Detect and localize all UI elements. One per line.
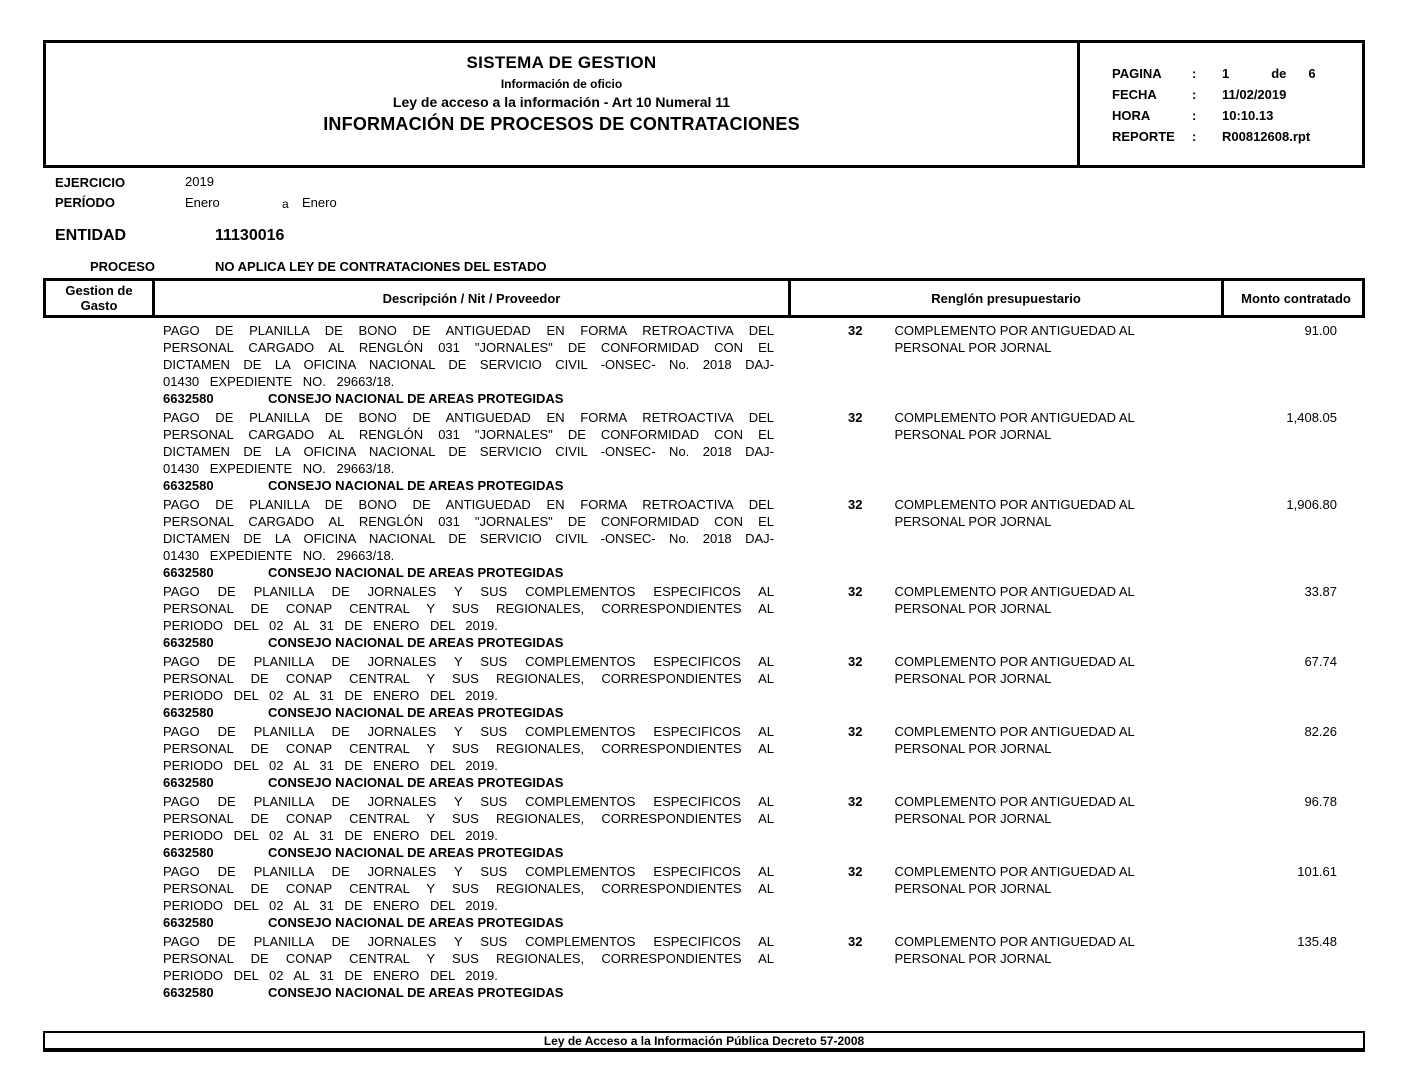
- footer-text: Ley de Acceso a la Información Pública Decreto 57-2008: [543, 1033, 865, 1048]
- renglon-codigo: 32: [848, 794, 863, 809]
- proveedor-name: CONSEJO NACIONAL DE AREAS PROTEGIDAS: [268, 565, 564, 580]
- pagina-de: de: [1271, 66, 1287, 81]
- cell-gestion-gasto: [43, 653, 152, 721]
- cell-monto-contratado: 1,906.80: [1286, 497, 1337, 512]
- cell-gestion-gasto: [43, 863, 152, 931]
- ejercicio-value: 2019: [185, 174, 214, 189]
- nit-value: 6632580: [163, 391, 214, 406]
- hora-value: 10:10.13: [1222, 108, 1274, 123]
- report-title-area: [46, 43, 1077, 165]
- cell-renglon: [788, 793, 1221, 861]
- nit-value: 6632580: [163, 705, 214, 720]
- cell-renglon: [788, 723, 1221, 791]
- fecha-label: FECHA: [1112, 87, 1157, 102]
- renglon-codigo: 32: [848, 654, 863, 669]
- table-row: [43, 322, 1365, 407]
- cell-monto-contratado: 82.26: [1304, 724, 1337, 739]
- cell-monto-contratado: 33.87: [1304, 584, 1337, 599]
- cell-descripcion: [152, 933, 788, 1001]
- cell-renglon: [788, 653, 1221, 721]
- renglon-codigo: 32: [848, 934, 863, 949]
- nit-proveedor-line: [163, 477, 774, 494]
- fecha-colon: :: [1192, 87, 1197, 102]
- table-row: [43, 583, 1365, 651]
- periodo-from: Enero: [185, 195, 220, 210]
- cell-descripcion: [152, 723, 788, 791]
- cell-descripcion: [152, 583, 788, 651]
- renglon-nombre: COMPLEMENTO POR ANTIGUEDAD AL PERSONAL POR JORNAL: [894, 864, 1135, 896]
- renglon-nombre: COMPLEMENTO POR ANTIGUEDAD AL PERSONAL POR JORNAL: [894, 410, 1135, 442]
- proveedor-name: CONSEJO NACIONAL DE AREAS PROTEGIDAS: [268, 391, 564, 406]
- periodo-a: a: [282, 197, 289, 211]
- report-subtitle-info-oficio: Información de oficio: [500, 77, 623, 91]
- proveedor-name: CONSEJO NACIONAL DE AREAS PROTEGIDAS: [268, 478, 564, 493]
- table-body: [43, 318, 1365, 1001]
- proceso-label: PROCESO: [90, 259, 156, 274]
- table-row: [43, 793, 1365, 861]
- cell-renglon: [788, 583, 1221, 651]
- cell-monto-contratado: 1,408.05: [1286, 410, 1337, 425]
- nit-value: 6632580: [163, 635, 214, 650]
- report-title: SISTEMA DE GESTION: [466, 53, 657, 72]
- nit-value: 6632580: [163, 565, 214, 580]
- cell-renglon: [788, 322, 1221, 407]
- column-header-monto: Monto contratado: [1241, 290, 1351, 306]
- hora-label: HORA: [1112, 108, 1151, 123]
- renglon-codigo: 32: [848, 323, 863, 338]
- proveedor-name: CONSEJO NACIONAL DE AREAS PROTEGIDAS: [268, 845, 564, 860]
- nit-proveedor-line: [163, 704, 774, 721]
- nit-value: 6632580: [163, 845, 214, 860]
- column-header-gestion: Gestion de Gasto: [46, 281, 155, 315]
- cell-renglon: [788, 496, 1221, 581]
- descripcion-text: PAGO DE PLANILLA DE JORNALES Y SUS COMPLEMENTOS ESPECIFICOS AL PERSONAL DE CONAP CENTRAL Y SUS REGIONALES, CORRESPONDIENTES AL PERIODO DEL 02 AL 31 DE ENERO DEL 2019.: [163, 934, 774, 983]
- nit-proveedor-line: [163, 634, 774, 651]
- descripcion-text: PAGO DE PLANILLA DE JORNALES Y SUS COMPLEMENTOS ESPECIFICOS AL PERSONAL DE CONAP CENTRAL Y SUS REGIONALES, CORRESPONDIENTES AL PERIODO DEL 02 AL 31 DE ENERO DEL 2019.: [163, 794, 774, 843]
- pagina-label: PAGINA: [1112, 66, 1162, 81]
- cell-renglon: [788, 863, 1221, 931]
- cell-descripcion: [152, 653, 788, 721]
- cell-renglon: [788, 409, 1221, 494]
- ejercicio-label: EJERCICIO: [55, 175, 126, 190]
- periodo-to: Enero: [302, 195, 337, 210]
- report-subtitle-ley: Ley de acceso a la información - Art 10 Numeral 11: [392, 94, 731, 110]
- proveedor-name: CONSEJO NACIONAL DE AREAS PROTEGIDAS: [268, 775, 564, 790]
- descripcion-text: PAGO DE PLANILLA DE JORNALES Y SUS COMPLEMENTOS ESPECIFICOS AL PERSONAL DE CONAP CENTRAL Y SUS REGIONALES, CORRESPONDIENTES AL PERIODO DEL 02 AL 31 DE ENERO DEL 2019.: [163, 724, 774, 773]
- nit-proveedor-line: [163, 774, 774, 791]
- renglon-codigo: 32: [848, 584, 863, 599]
- proveedor-name: CONSEJO NACIONAL DE AREAS PROTEGIDAS: [268, 635, 564, 650]
- reporte-value: R00812608.rpt: [1222, 129, 1311, 144]
- entidad-label: ENTIDAD: [55, 227, 127, 244]
- nit-proveedor-line: [163, 844, 774, 861]
- cell-gestion-gasto: [43, 496, 152, 581]
- column-header-descripcion: Descripción / Nit / Proveedor: [155, 281, 791, 315]
- fecha-value: 11/02/2019: [1222, 87, 1287, 102]
- meta-hora-row: [1112, 105, 1362, 126]
- table-row: [43, 863, 1365, 931]
- renglon-nombre: COMPLEMENTO POR ANTIGUEDAD AL PERSONAL POR JORNAL: [894, 724, 1135, 756]
- cell-monto-contratado: 67.74: [1304, 654, 1337, 669]
- cell-renglon: [788, 933, 1221, 1001]
- column-header-renglon: Renglón presupuestario: [791, 281, 1224, 315]
- table-row: [43, 653, 1365, 721]
- entidad-value: 11130016: [215, 227, 285, 244]
- cell-gestion-gasto: [43, 933, 152, 1001]
- renglon-nombre: COMPLEMENTO POR ANTIGUEDAD AL PERSONAL POR JORNAL: [894, 497, 1135, 529]
- proveedor-name: CONSEJO NACIONAL DE AREAS PROTEGIDAS: [268, 915, 564, 930]
- pagina-value: [1222, 63, 1362, 84]
- report-meta-area: [1080, 63, 1362, 147]
- report-subtitle-procesos: INFORMACIÓN DE PROCESOS DE CONTRATACIONES: [323, 114, 800, 134]
- cell-descripcion: [152, 322, 788, 407]
- contracts-table: [43, 278, 1365, 1003]
- periodo-label: PERÍODO: [55, 195, 115, 210]
- cell-descripcion: [152, 409, 788, 494]
- renglon-nombre: COMPLEMENTO POR ANTIGUEDAD AL PERSONAL POR JORNAL: [894, 934, 1135, 966]
- nit-proveedor-line: [163, 984, 774, 1001]
- renglon-codigo: 32: [848, 864, 863, 879]
- renglon-nombre: COMPLEMENTO POR ANTIGUEDAD AL PERSONAL POR JORNAL: [894, 584, 1135, 616]
- cell-descripcion: [152, 496, 788, 581]
- cell-monto-contratado: 101.61: [1297, 864, 1337, 879]
- hora-colon: :: [1192, 108, 1197, 123]
- meta-pagina-row: [1112, 63, 1362, 84]
- table-header-row: [43, 278, 1365, 318]
- meta-reporte-row: [1112, 126, 1362, 147]
- nit-proveedor-line: [163, 914, 774, 931]
- meta-fecha-row: [1112, 84, 1362, 105]
- pagina-number: 1: [1222, 66, 1230, 81]
- descripcion-text: PAGO DE PLANILLA DE BONO DE ANTIGUEDAD EN FORMA RETROACTIVA DEL PERSONAL CARGADO AL RENGLÓN 031 "JORNALES" DE CONFORMIDAD CON EL DICTAMEN DE LA OFICINA NACIONAL DE SERVICIO CIVIL -ONSEC- No. 2018 DAJ-01430 EXPEDIENTE NO. 29663/18.: [163, 410, 774, 476]
- pagina-colon: :: [1192, 66, 1197, 81]
- nit-value: 6632580: [163, 775, 214, 790]
- descripcion-text: PAGO DE PLANILLA DE BONO DE ANTIGUEDAD EN FORMA RETROACTIVA DEL PERSONAL CARGADO AL RENGLÓN 031 "JORNALES" DE CONFORMIDAD CON EL DICTAMEN DE LA OFICINA NACIONAL DE SERVICIO CIVIL -ONSEC- No. 2018 DAJ-01430 EXPEDIENTE NO. 29663/18.: [163, 497, 774, 563]
- renglon-nombre: COMPLEMENTO POR ANTIGUEDAD AL PERSONAL POR JORNAL: [894, 794, 1135, 826]
- renglon-codigo: 32: [848, 724, 863, 739]
- nit-value: 6632580: [163, 478, 214, 493]
- cell-monto-contratado: 91.00: [1304, 323, 1337, 338]
- report-footer: [43, 1031, 1365, 1052]
- cell-gestion-gasto: [43, 409, 152, 494]
- nit-proveedor-line: [163, 390, 774, 407]
- cell-gestion-gasto: [43, 583, 152, 651]
- table-row: [43, 723, 1365, 791]
- table-row: [43, 409, 1365, 494]
- nit-proveedor-line: [163, 564, 774, 581]
- renglon-codigo: 32: [848, 497, 863, 512]
- cell-monto-contratado: 135.48: [1297, 934, 1337, 949]
- cell-gestion-gasto: [43, 322, 152, 407]
- proveedor-name: CONSEJO NACIONAL DE AREAS PROTEGIDAS: [268, 705, 564, 720]
- descripcion-text: PAGO DE PLANILLA DE BONO DE ANTIGUEDAD EN FORMA RETROACTIVA DEL PERSONAL CARGADO AL RENGLÓN 031 "JORNALES" DE CONFORMIDAD CON EL DICTAMEN DE LA OFICINA NACIONAL DE SERVICIO CIVIL -ONSEC- No. 2018 DAJ-01430 EXPEDIENTE NO. 29663/18.: [163, 323, 774, 389]
- cell-descripcion: [152, 863, 788, 931]
- proceso-value: NO APLICA LEY DE CONTRATACIONES DEL ESTADO: [215, 259, 547, 274]
- reporte-colon: :: [1192, 129, 1197, 144]
- cell-gestion-gasto: [43, 793, 152, 861]
- table-row: [43, 933, 1365, 1001]
- reporte-label: REPORTE: [1112, 129, 1175, 144]
- renglon-nombre: COMPLEMENTO POR ANTIGUEDAD AL PERSONAL POR JORNAL: [894, 323, 1135, 355]
- proveedor-name: CONSEJO NACIONAL DE AREAS PROTEGIDAS: [268, 985, 564, 1000]
- report-header-box: [43, 40, 1365, 168]
- table-row: [43, 496, 1365, 581]
- descripcion-text: PAGO DE PLANILLA DE JORNALES Y SUS COMPLEMENTOS ESPECIFICOS AL PERSONAL DE CONAP CENTRAL Y SUS REGIONALES, CORRESPONDIENTES AL PERIODO DEL 02 AL 31 DE ENERO DEL 2019.: [163, 654, 774, 703]
- cell-gestion-gasto: [43, 723, 152, 791]
- renglon-codigo: 32: [848, 410, 863, 425]
- nit-value: 6632580: [163, 915, 214, 930]
- descripcion-text: PAGO DE PLANILLA DE JORNALES Y SUS COMPLEMENTOS ESPECIFICOS AL PERSONAL DE CONAP CENTRAL Y SUS REGIONALES, CORRESPONDIENTES AL PERIODO DEL 02 AL 31 DE ENERO DEL 2019.: [163, 864, 774, 913]
- descripcion-text: PAGO DE PLANILLA DE JORNALES Y SUS COMPLEMENTOS ESPECIFICOS AL PERSONAL DE CONAP CENTRAL Y SUS REGIONALES, CORRESPONDIENTES AL PERIODO DEL 02 AL 31 DE ENERO DEL 2019.: [163, 584, 774, 633]
- cell-descripcion: [152, 793, 788, 861]
- nit-value: 6632580: [163, 985, 214, 1000]
- cell-monto-contratado: 96.78: [1304, 794, 1337, 809]
- pagina-total: 6: [1308, 66, 1316, 81]
- renglon-nombre: COMPLEMENTO POR ANTIGUEDAD AL PERSONAL POR JORNAL: [894, 654, 1135, 686]
